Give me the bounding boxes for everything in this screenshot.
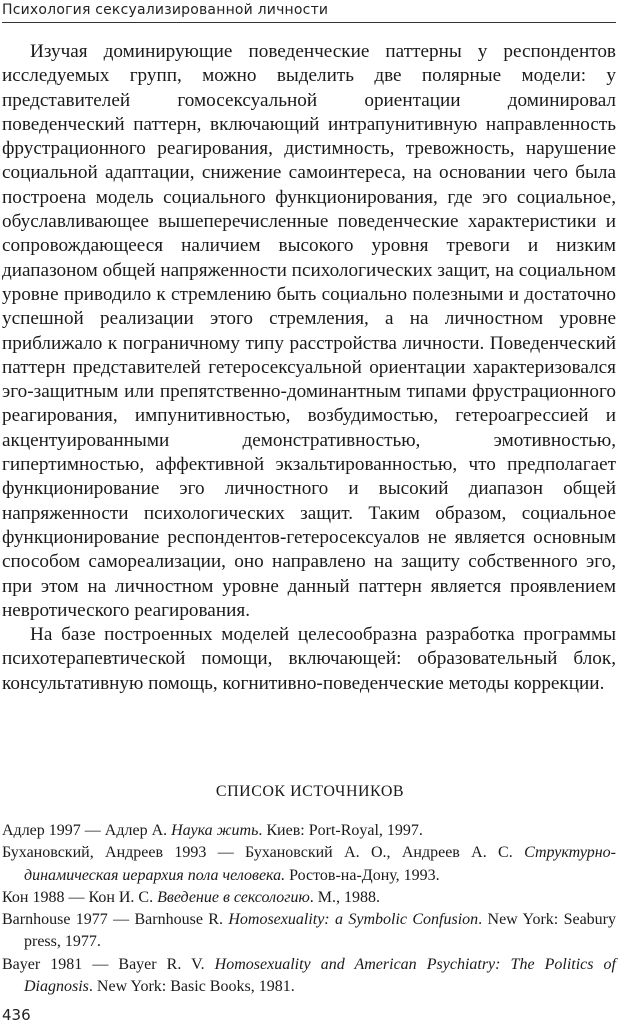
reference-title: Homosexuality: a Symbolic Confusion (228, 911, 479, 929)
reference-item (2, 887, 616, 909)
reference-title: Homosexuality and American Psychiatry: The Politics of Diagnosis (24, 955, 616, 996)
reference-item (2, 820, 616, 842)
reference-tail: . М., 1988. (309, 888, 381, 906)
reference-title: Структурно-динамическая иерархия пола человека. (24, 844, 616, 884)
reference-tail: . New York: Basic Books, 1981. (88, 978, 295, 996)
reference-lead: Bayer 1981 — Bayer R. V. (2, 955, 215, 973)
reference-lead: Адлер 1997 — Адлер А. (2, 822, 172, 839)
reference-item (2, 954, 616, 999)
reference-item (2, 909, 616, 954)
reference-lead: Barnhouse 1977 — Barnhouse R. (2, 911, 229, 929)
reference-title: Введение в сексологию (157, 888, 310, 906)
references-title: СПИСОК ИСТОЧНИКОВ (215, 783, 405, 800)
paragraph: На базе построенных моделей целесообразна разработка программы психотерапевтической помощи, включающей: образовательный блок, консультативную помощь, когнитивно-поведенческие методы коррекции. (2, 624, 616, 694)
reference-tail: . Киев: Port-Royal, 1997. (258, 822, 423, 839)
reference-tail: . New York: Seabury press, 1977. (24, 911, 617, 951)
body-text (2, 40, 616, 696)
references-list (2, 820, 616, 998)
paragraph: Изучая доминирующие поведенческие паттерны у респондентов исследуемых групп, можно выделить две полярные модели: у представителей гомосексуальной ориентации доминировал поведенческий паттерн, включающий интрапунитивную направленность фрустрационного реагирования, дистимность, тревожность, нарушение социальной адаптации, снижение самоинтереса, на основании чего была построена модель социального функционирования, где эго социальное, обуславливающее вышеперечисленные поведенческие характеристики и сопровождающееся наличием высокого уровня тревоги и низким диапазоном общей напряженности психологических защит, на социальном уровне приводило к стремлению быть социально полезными и достаточно успешной реализации этого стремления, а на личностном уровне приближало к пограничному типу расстройства личности. Поведенческий паттерн представителей гетеросексуальной ориентации характеризовался эго-защитным или препятственно-доминантным типами фрустрационного реагирования, импунитивностью, возбудимостью, гетероагрессией и акцентуированными демонстративностью, эмотивностью, гипертимностью, аффективной экзальтированностью, что предполагает функционирование эго личностного и высокий диапазон общей напряженности психологических защит. Таким образом, социальное функционирование респондентов-гетеросексуалов не является основным способом самореализации, оно направлено на защиту собственного эго, при этом на личностном уровне данный паттерн является проявлением невротического реагирования. (2, 41, 616, 621)
page-number: 436 (2, 1006, 31, 1024)
reference-lead: Кон 1988 — Кон И. С. (2, 888, 158, 906)
reference-item (2, 842, 616, 887)
reference-title: Наука жить (171, 822, 259, 839)
running-head: Психология сексуализированной личности (2, 2, 616, 23)
reference-lead: Бухановский, Андреев 1993 — Бухановский А. О., Андреев А. С. (2, 844, 525, 862)
reference-tail: Ростов-на-Дону, 1993. (285, 866, 440, 884)
